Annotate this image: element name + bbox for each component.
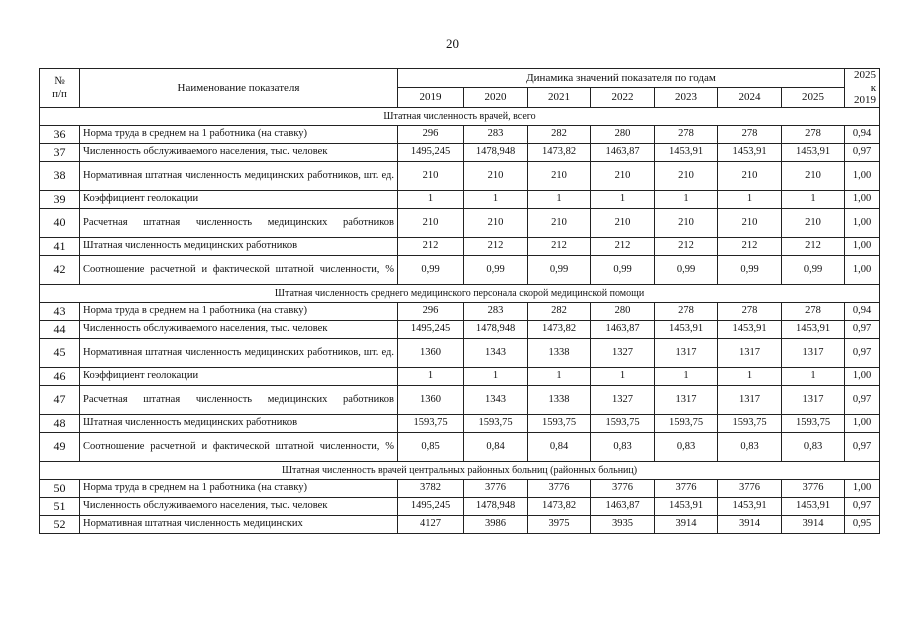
- table-row: [40, 190, 880, 208]
- section-row: [40, 284, 880, 302]
- year-value: 1453,91: [782, 143, 845, 161]
- year-value: 1: [655, 190, 718, 208]
- year-value: 3935: [591, 515, 655, 533]
- indicator-name: Численность обслуживаемого населения, тыс. человек: [80, 143, 398, 161]
- year-value: 1593,75: [718, 414, 782, 432]
- year-value: 278: [782, 125, 845, 143]
- row-number: 49: [40, 432, 80, 461]
- table-row: [40, 237, 880, 255]
- header-year: 2024: [718, 88, 782, 107]
- ratio-value: 0,97: [845, 385, 880, 414]
- header-name: Наименование показателя: [80, 69, 398, 108]
- year-value: 210: [398, 161, 464, 190]
- ratio-value: 0,95: [845, 515, 880, 533]
- ratio-value: 0,97: [845, 432, 880, 461]
- year-value: 1473,82: [528, 143, 591, 161]
- year-value: 1338: [528, 338, 591, 367]
- year-value: 0,83: [655, 432, 718, 461]
- section-title: Штатная численность врачей, всего: [40, 107, 880, 125]
- year-value: 0,84: [464, 432, 528, 461]
- header-ratio-label-1: 2025: [854, 69, 877, 81]
- year-value: 0,99: [718, 255, 782, 284]
- row-number: 44: [40, 320, 80, 338]
- year-value: 0,99: [591, 255, 655, 284]
- year-value: 278: [655, 302, 718, 320]
- year-value: 1360: [398, 385, 464, 414]
- year-value: 0,99: [782, 255, 845, 284]
- row-number: 47: [40, 385, 80, 414]
- section-title: Штатная численность среднего медицинского персонала скорой медицинской помощи: [40, 284, 880, 302]
- year-value: 1343: [464, 385, 528, 414]
- year-value: 210: [464, 208, 528, 237]
- row-number: 46: [40, 367, 80, 385]
- table-row: [40, 338, 880, 367]
- header-year: 2020: [464, 88, 528, 107]
- year-value: 210: [528, 208, 591, 237]
- year-value: 4127: [398, 515, 464, 533]
- year-value: 210: [464, 161, 528, 190]
- indicator-name: Нормативная штатная численность медицинских: [80, 515, 398, 533]
- table-row: [40, 255, 880, 284]
- row-number: 45: [40, 338, 80, 367]
- year-value: 1495,245: [398, 497, 464, 515]
- table-row: [40, 497, 880, 515]
- table-row: [40, 515, 880, 533]
- year-value: 296: [398, 302, 464, 320]
- year-value: 1473,82: [528, 320, 591, 338]
- indicator-name: Коэффициент геолокации: [80, 367, 398, 385]
- year-value: 282: [528, 302, 591, 320]
- year-value: 212: [591, 237, 655, 255]
- ratio-value: 1,00: [845, 237, 880, 255]
- year-value: 3776: [591, 479, 655, 497]
- header-num-label-1: №: [54, 75, 65, 88]
- year-value: 278: [655, 125, 718, 143]
- indicator-name: Норма труда в среднем на 1 работника (на ставку): [80, 479, 398, 497]
- year-value: 1317: [655, 338, 718, 367]
- row-number: 51: [40, 497, 80, 515]
- indicator-name: Численность обслуживаемого населения, тыс. человек: [80, 320, 398, 338]
- ratio-value: 1,00: [845, 208, 880, 237]
- year-value: 1: [718, 190, 782, 208]
- year-value: 1: [464, 190, 528, 208]
- year-value: 282: [528, 125, 591, 143]
- year-value: 0,99: [528, 255, 591, 284]
- year-value: 1463,87: [591, 320, 655, 338]
- year-value: 1317: [655, 385, 718, 414]
- indicator-name: Соотношение расчетной и фактической штатной численности, %: [80, 432, 398, 461]
- year-value: 1593,75: [398, 414, 464, 432]
- year-value: 1: [398, 367, 464, 385]
- header-year: 2023: [655, 88, 718, 107]
- year-value: 3776: [718, 479, 782, 497]
- year-value: 1360: [398, 338, 464, 367]
- year-value: 0,83: [591, 432, 655, 461]
- row-number: 43: [40, 302, 80, 320]
- year-value: 0,83: [782, 432, 845, 461]
- year-value: 1463,87: [591, 497, 655, 515]
- row-number: 40: [40, 208, 80, 237]
- ratio-value: 1,00: [845, 190, 880, 208]
- year-value: 210: [655, 161, 718, 190]
- table-row: [40, 161, 880, 190]
- header-year: 2021: [528, 88, 591, 107]
- ratio-value: 0,97: [845, 338, 880, 367]
- year-value: 1453,91: [655, 320, 718, 338]
- year-value: 1593,75: [464, 414, 528, 432]
- year-value: 1317: [782, 338, 845, 367]
- year-value: 0,99: [464, 255, 528, 284]
- ratio-value: 1,00: [845, 255, 880, 284]
- year-value: 1463,87: [591, 143, 655, 161]
- year-value: 278: [718, 125, 782, 143]
- year-value: 1: [591, 190, 655, 208]
- header-year: 2019: [398, 88, 464, 107]
- year-value: 283: [464, 302, 528, 320]
- indicator-name: Расчетная штатная численность медицинских работников: [80, 385, 398, 414]
- table-row: [40, 432, 880, 461]
- year-value: 3914: [782, 515, 845, 533]
- section-row: [40, 107, 880, 125]
- table-row: [40, 367, 880, 385]
- year-value: 1: [655, 367, 718, 385]
- year-value: 3776: [464, 479, 528, 497]
- indicators-table: [39, 68, 880, 534]
- year-value: 278: [718, 302, 782, 320]
- year-value: 1453,91: [782, 497, 845, 515]
- table-row: [40, 320, 880, 338]
- year-value: 212: [655, 237, 718, 255]
- year-value: 210: [718, 208, 782, 237]
- year-value: 1: [398, 190, 464, 208]
- year-value: 3776: [782, 479, 845, 497]
- year-value: 1453,91: [718, 143, 782, 161]
- section-title: Штатная численность врачей центральных районных больниц (районных больниц): [40, 461, 880, 479]
- year-value: 280: [591, 302, 655, 320]
- year-value: 1473,82: [528, 497, 591, 515]
- ratio-value: 0,94: [845, 302, 880, 320]
- header-dynamics: Динамика значений показателя по годам: [398, 69, 845, 88]
- row-number: 39: [40, 190, 80, 208]
- year-value: 1593,75: [591, 414, 655, 432]
- year-value: 1338: [528, 385, 591, 414]
- year-value: 278: [782, 302, 845, 320]
- year-value: 1495,245: [398, 143, 464, 161]
- year-value: 1593,75: [528, 414, 591, 432]
- header-year: 2025: [782, 88, 845, 107]
- year-value: 210: [718, 161, 782, 190]
- row-number: 48: [40, 414, 80, 432]
- year-value: 296: [398, 125, 464, 143]
- header-num: [40, 69, 80, 108]
- year-value: 212: [718, 237, 782, 255]
- year-value: 1453,91: [655, 143, 718, 161]
- indicator-name: Норма труда в среднем на 1 работника (на ставку): [80, 125, 398, 143]
- row-number: 52: [40, 515, 80, 533]
- year-value: 3986: [464, 515, 528, 533]
- row-number: 38: [40, 161, 80, 190]
- row-number: 50: [40, 479, 80, 497]
- year-value: 3914: [718, 515, 782, 533]
- year-value: 1317: [782, 385, 845, 414]
- section-row: [40, 461, 880, 479]
- year-value: 0,85: [398, 432, 464, 461]
- year-value: 0,84: [528, 432, 591, 461]
- year-value: 1: [782, 367, 845, 385]
- indicator-name: Соотношение расчетной и фактической штатной численности, %: [80, 255, 398, 284]
- indicator-name: Коэффициент геолокации: [80, 190, 398, 208]
- row-number: 37: [40, 143, 80, 161]
- ratio-value: 1,00: [845, 414, 880, 432]
- indicator-name: Штатная численность медицинских работников: [80, 414, 398, 432]
- year-value: 1: [464, 367, 528, 385]
- year-value: 3782: [398, 479, 464, 497]
- year-value: 210: [782, 161, 845, 190]
- header-num-label-2: п/п: [52, 87, 67, 100]
- year-value: 1478,948: [464, 320, 528, 338]
- year-value: 283: [464, 125, 528, 143]
- indicator-name: Нормативная штатная численность медицинских работников, шт. ед.: [80, 161, 398, 190]
- year-value: 3914: [655, 515, 718, 533]
- page-number: 20: [446, 36, 459, 51]
- year-value: 1453,91: [718, 497, 782, 515]
- year-value: 1327: [591, 385, 655, 414]
- ratio-value: 0,97: [845, 320, 880, 338]
- ratio-value: 1,00: [845, 479, 880, 497]
- table-row: [40, 125, 880, 143]
- ratio-value: 0,97: [845, 497, 880, 515]
- year-value: 212: [398, 237, 464, 255]
- year-value: 210: [782, 208, 845, 237]
- year-value: 280: [591, 125, 655, 143]
- year-value: 3776: [528, 479, 591, 497]
- row-number: 41: [40, 237, 80, 255]
- year-value: 210: [398, 208, 464, 237]
- year-value: 210: [591, 161, 655, 190]
- year-value: 1: [528, 367, 591, 385]
- year-value: 0,99: [398, 255, 464, 284]
- year-value: 1453,91: [782, 320, 845, 338]
- table-row: [40, 143, 880, 161]
- year-value: 0,99: [655, 255, 718, 284]
- year-value: 1: [528, 190, 591, 208]
- row-number: 36: [40, 125, 80, 143]
- year-value: 210: [655, 208, 718, 237]
- year-value: 212: [464, 237, 528, 255]
- indicator-name: Нормативная штатная численность медицинских работников, шт. ед.: [80, 338, 398, 367]
- year-value: 1: [718, 367, 782, 385]
- indicator-name: Численность обслуживаемого населения, тыс. человек: [80, 497, 398, 515]
- year-value: 210: [528, 161, 591, 190]
- year-value: 0,83: [718, 432, 782, 461]
- indicator-name: Норма труда в среднем на 1 работника (на ставку): [80, 302, 398, 320]
- table-row: [40, 479, 880, 497]
- year-value: 1495,245: [398, 320, 464, 338]
- header-ratio-label-2: к 2019: [854, 81, 877, 107]
- year-value: 1327: [591, 338, 655, 367]
- header-ratio: [845, 69, 880, 108]
- table-row: [40, 208, 880, 237]
- indicator-name: Штатная численность медицинских работников: [80, 237, 398, 255]
- ratio-value: 0,97: [845, 143, 880, 161]
- year-value: 1593,75: [782, 414, 845, 432]
- year-value: 1453,91: [718, 320, 782, 338]
- year-value: 1478,948: [464, 497, 528, 515]
- year-value: 1317: [718, 385, 782, 414]
- year-value: 212: [528, 237, 591, 255]
- ratio-value: 1,00: [845, 367, 880, 385]
- year-value: 1317: [718, 338, 782, 367]
- year-value: 212: [782, 237, 845, 255]
- year-value: 1453,91: [655, 497, 718, 515]
- table-row: [40, 302, 880, 320]
- ratio-value: 1,00: [845, 161, 880, 190]
- year-value: 1593,75: [655, 414, 718, 432]
- table-row: [40, 414, 880, 432]
- year-value: 3975: [528, 515, 591, 533]
- year-value: 1478,948: [464, 143, 528, 161]
- year-value: 1343: [464, 338, 528, 367]
- row-number: 42: [40, 255, 80, 284]
- ratio-value: 0,94: [845, 125, 880, 143]
- year-value: 1: [591, 367, 655, 385]
- table-row: [40, 385, 880, 414]
- year-value: 3776: [655, 479, 718, 497]
- year-value: 210: [591, 208, 655, 237]
- indicator-name: Расчетная штатная численность медицинских работников: [80, 208, 398, 237]
- header-year: 2022: [591, 88, 655, 107]
- year-value: 1: [782, 190, 845, 208]
